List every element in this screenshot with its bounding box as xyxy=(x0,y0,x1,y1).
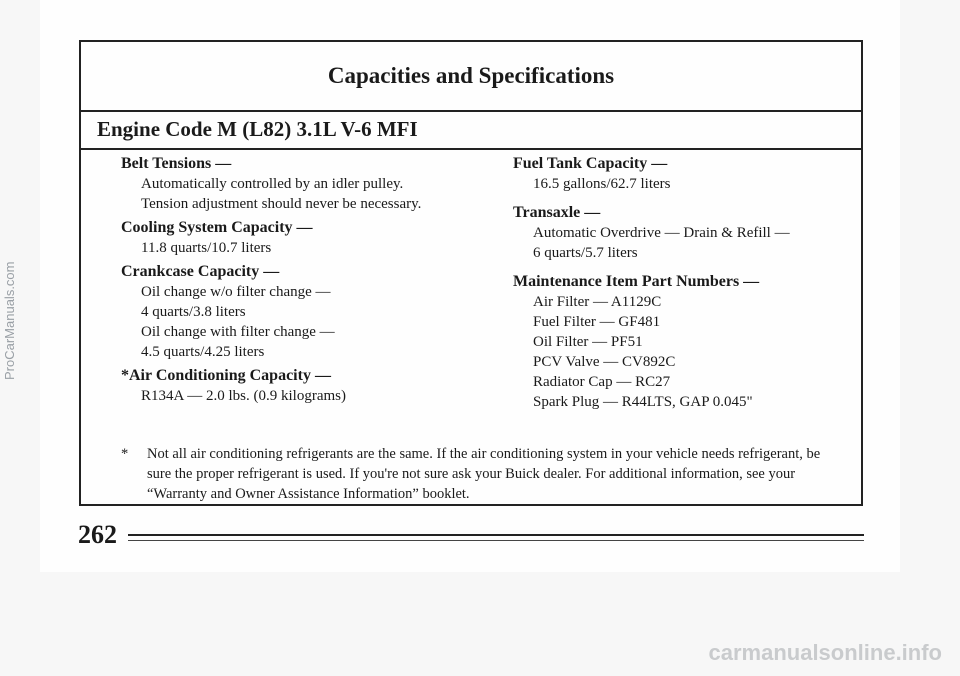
footer-rule xyxy=(128,534,864,536)
maintenance-part-line: Air Filter — A1129C xyxy=(533,294,662,310)
footnote-marker: * xyxy=(121,446,129,462)
page-title: Capacities and Specifications xyxy=(81,42,861,112)
page-number: 262 xyxy=(78,520,117,549)
footnote-text: Not all air conditioning refrigerants are the same. If the air conditioning system in your vehicle needs refrigerant, be sure the proper refrigerant is used. If you're not sure ask your Buick dealer. For additional information, see your “Warranty and Owner Assistance Information” booklet. xyxy=(147,446,821,502)
right-column xyxy=(513,154,853,412)
crankcase-capacity-line: Oil change with filter change — xyxy=(141,324,335,340)
transaxle-heading: Transaxle — xyxy=(513,204,601,221)
cooling-capacity-line: 11.8 quarts/10.7 liters xyxy=(141,240,272,256)
footer-rule xyxy=(128,540,864,541)
specifications-frame xyxy=(79,40,863,506)
ac-capacity-line: R134A — 2.0 lbs. (0.9 kilograms) xyxy=(141,388,346,404)
left-column xyxy=(121,154,501,406)
ac-capacity-heading: *Air Conditioning Capacity — xyxy=(121,367,331,384)
bottom-watermark: carmanualsonline.info xyxy=(708,640,942,665)
engine-code-heading: Engine Code M (L82) 3.1L V-6 MFI xyxy=(81,110,861,150)
maintenance-part-line: Spark Plug — R44LTS, GAP 0.045" xyxy=(533,394,753,410)
belt-tensions-line: Tension adjustment should never be necessary. xyxy=(141,196,422,212)
crankcase-capacity-line: 4 quarts/3.8 liters xyxy=(141,304,246,320)
crankcase-capacity-heading: Crankcase Capacity — xyxy=(121,263,280,280)
crankcase-capacity-line: Oil change w/o filter change — xyxy=(141,284,331,300)
belt-tensions-line: Automatically controlled by an idler pulley. xyxy=(141,176,404,192)
side-watermark: ProCarManuals.com xyxy=(2,261,17,380)
crankcase-capacity-line: 4.5 quarts/4.25 liters xyxy=(141,344,265,360)
transaxle-line: Automatic Overdrive — Drain & Refill — xyxy=(533,225,790,241)
cooling-capacity-heading: Cooling System Capacity — xyxy=(121,219,313,236)
belt-tensions-heading: Belt Tensions — xyxy=(121,155,232,172)
maintenance-part-line: PCV Valve — CV892C xyxy=(533,354,676,370)
maintenance-part-line: Oil Filter — PF51 xyxy=(533,334,643,350)
maintenance-parts-heading: Maintenance Item Part Numbers — xyxy=(513,273,760,290)
transaxle-line: 6 quarts/5.7 liters xyxy=(533,245,638,261)
refrigerant-footnote xyxy=(121,444,841,504)
fuel-tank-line: 16.5 gallons/62.7 liters xyxy=(533,176,671,192)
fuel-tank-heading: Fuel Tank Capacity — xyxy=(513,155,668,172)
maintenance-part-line: Fuel Filter — GF481 xyxy=(533,314,661,330)
maintenance-part-line: Radiator Cap — RC27 xyxy=(533,374,671,390)
